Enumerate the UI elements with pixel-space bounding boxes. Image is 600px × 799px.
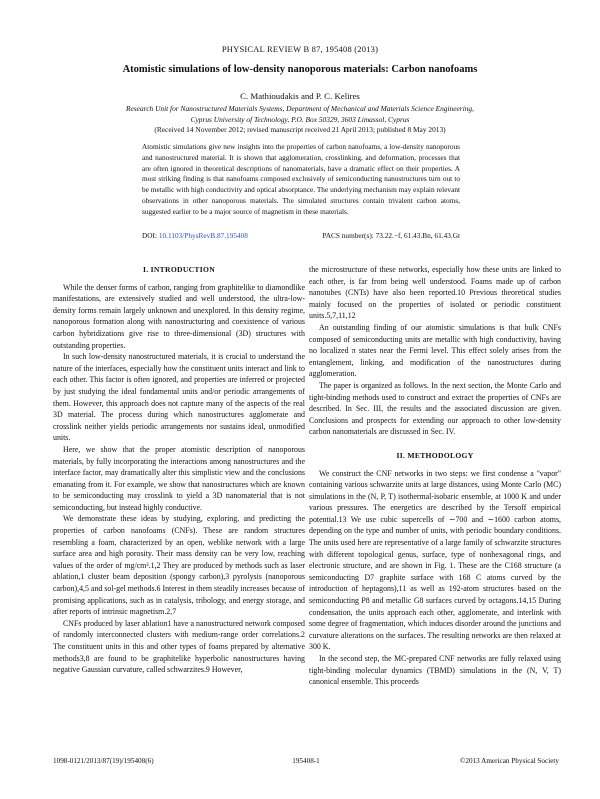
section-heading-introduction: I. INTRODUCTION [142, 265, 215, 274]
doi-link[interactable]: 10.1103/PhysRevB.87.195408 [158, 231, 248, 240]
footer-copyright: ©2013 American Physical Society [459, 757, 559, 765]
section-gap [309, 438, 561, 450]
journal-header: PHYSICAL REVIEW B 87, 195408 (2013) [221, 44, 379, 54]
section-heading-methodology: II. METHODOLOGY [396, 450, 474, 460]
paper-title: Atomistic simulations of low-density nanoporous materials: Carbon nanofoams [122, 64, 478, 75]
authors: C. Mathioudakis and P. C. Kelires [240, 91, 360, 101]
right-column [309, 264, 561, 688]
paragraph: An outstanding finding of our atomistic simulations is that bulk CNFs composed of semiconducting units are metallic with high conductivity, having no localized π states near the Fermi level. This effect solely arises from the entanglement, linking, and modification of the nanostructures during agglomeration. [309, 322, 561, 379]
paragraph: the microstructure of these networks, especially how these units are linked to each other, is far from being well understood. Foams made up of carbon nanotubes (CNTs) have also been reported.10 Previous theoretical studies mainly focused on the properties of isolated or periodic constituent units.5,7,11,12 [309, 265, 561, 321]
paragraph: We demonstrate these ideas by studying, exploring, and predicting the properties of carbon nanofoams (CNFs). These are random structures resembling a foam, characterized by an open, weblike network with a large surface area and high porosity. Their mass density can be very low, reaching values of the order of mg/cm³.1,2 They are produced by methods such as laser ablation,1 cluster beam deposition (spongy carbon),3 pyrolysis (nanoporous carbon),4,5 and sol-gel methods.6 Interest in them steadily increases because of promising applications, such as in catalysis, tribology, and energy storage, and after reports of intrinsic magnetism.2,7 [53, 514, 305, 617]
received-dates: (Received 14 November 2012; revised manuscript received 21 April 2013; published 8 May 2013) [154, 125, 446, 134]
affiliation-line-2: Cyprus University of Technology, P.O. Box 50329, 3603 Limassol, Cyprus [190, 115, 410, 124]
paragraph: While the denser forms of carbon, ranging from graphitelike to diamondlike manifestations, are extensively studied and well understood, the ultra-low-density forms remain largely unknown and unexplored. In this density regime, nanoporous formation along with nanostructuring and coexistence of various carbon hybridizations give rise to three-dimensional (3D) structures with outstanding properties. [53, 282, 305, 350]
doi [142, 231, 248, 240]
abstract: Atomistic simulations give new insights into the properties of carbon nanofoams, a low-density nanoporous and nanostructured material. It is shown that agglomeration, crosslinking, and deformation, processes that are often ignored in theoretical descriptions of nanomaterials, have a dramatic effect on their properties. A most striking finding is that nanofoams composed exclusively of semiconducting nanostructures turn out to be metallic with high conductivity and optical absorptance. The underlying mechanism may explain relevant observations in other nanoporous materials. The simulated structures contain trivalent carbon atoms, suggested earlier to be a major source of magnetism in these materials. [142, 142, 460, 216]
pacs-numbers: PACS number(s): 73.22.−f, 61.43.Bn, 61.43.Gt [322, 231, 460, 240]
paragraph: We construct the CNF networks in two steps: we first condense a "vapor" containing various schwarzite units at large distances, using Monte Carlo (MC) simulations in the (N, P, T) isothermal-isobaric ensemble, at 1000 K and under various pressures. The energetics are described by the Tersoff empirical potential.13 We use cubic supercells of ∼700 and ∼1600 carbon atoms, depending on the type and number of units, with periodic boundary conditions. The units used here are representative of a large family of schwarzite structures with different topological genus, surface, type of nonhexagonal rings, and electronic structure, and are shown in Fig. 1. These are the C168 structure (a semiconducting D7 graphite surface with 168 C atoms curved by the introduction of heptagons),11 as well as 192-atom structures based on the semiconducting P8 and metallic G8 surfaces curved by octagons.14,15 During condensation, the units approach each other, agglomerate, and interlink with some degree of fragmentation, which induces disorder around the junctions and curvature alterations on the surfaces. The resulting networks are then relaxed at 300 K. [309, 468, 561, 652]
paragraph: In the second step, the MC-prepared CNF networks are fully relaxed using tight-binding molecular dynamics (TBMD) simulations in the (N, V, T) canonical ensemble. This proceeds [309, 654, 561, 687]
paragraph: CNFs produced by laser ablation1 have a nanostructured network composed of randomly interconnected clusters with medium-range order correlations.2 The constituent units in this and other types of foams prepared by alternative methods3,8 are found to be graphitelike hyperbolic nanostructures having negative Gaussian curvature, called schwarzites.9 However, [53, 618, 305, 675]
left-column [53, 264, 305, 676]
footer-article-code: 1098-0121/2013/87(19)/195408(6) [53, 757, 154, 765]
paragraph: The paper is organized as follows. In the next section, the Monte Carlo and tight-binding methods used to construct and extract the properties of CNFs are described. In Sec. III, the results and the associated discussion are given. Conclusions and prospects for extending our approach to other low-density carbon nanomaterials are discussed in Sec. IV. [309, 380, 561, 437]
paragraph: In such low-density nanostructured materials, it is crucial to understand the nature of the interfaces, especially how the constituent units interact and link to each other. This factor is often ignored, and properties are inferred or projected by just studying the ideal fundamental units and/or periodic arrangements of them. However, this approach does not capture many of the aspects of the real 3D material. The process during which nanostructures agglomerate and crosslink neither yields periodic arrangements nor sustains ideal, unmodified units. [53, 352, 305, 443]
footer-page-number: 195408-1 [292, 757, 320, 765]
doi-label: DOI: [142, 231, 157, 240]
affiliation [40, 103, 560, 125]
paragraph: Here, we show that the proper atomistic description of nanoporous materials, by fully incorporating the interactions among nanostructures and the interface factor, may dramatically alter this simplistic view and the conclusions emanating from it. For example, we show that nanostructures which are known to be semiconducting may crosslink to yield a 3D nanomaterial that is not semiconducting, but instead highly conductive. [53, 444, 305, 512]
affiliation-line-1: Research Unit for Nanostructured Materials Systems, Department of Mechanical and Materials Science Engineering, [126, 104, 474, 113]
